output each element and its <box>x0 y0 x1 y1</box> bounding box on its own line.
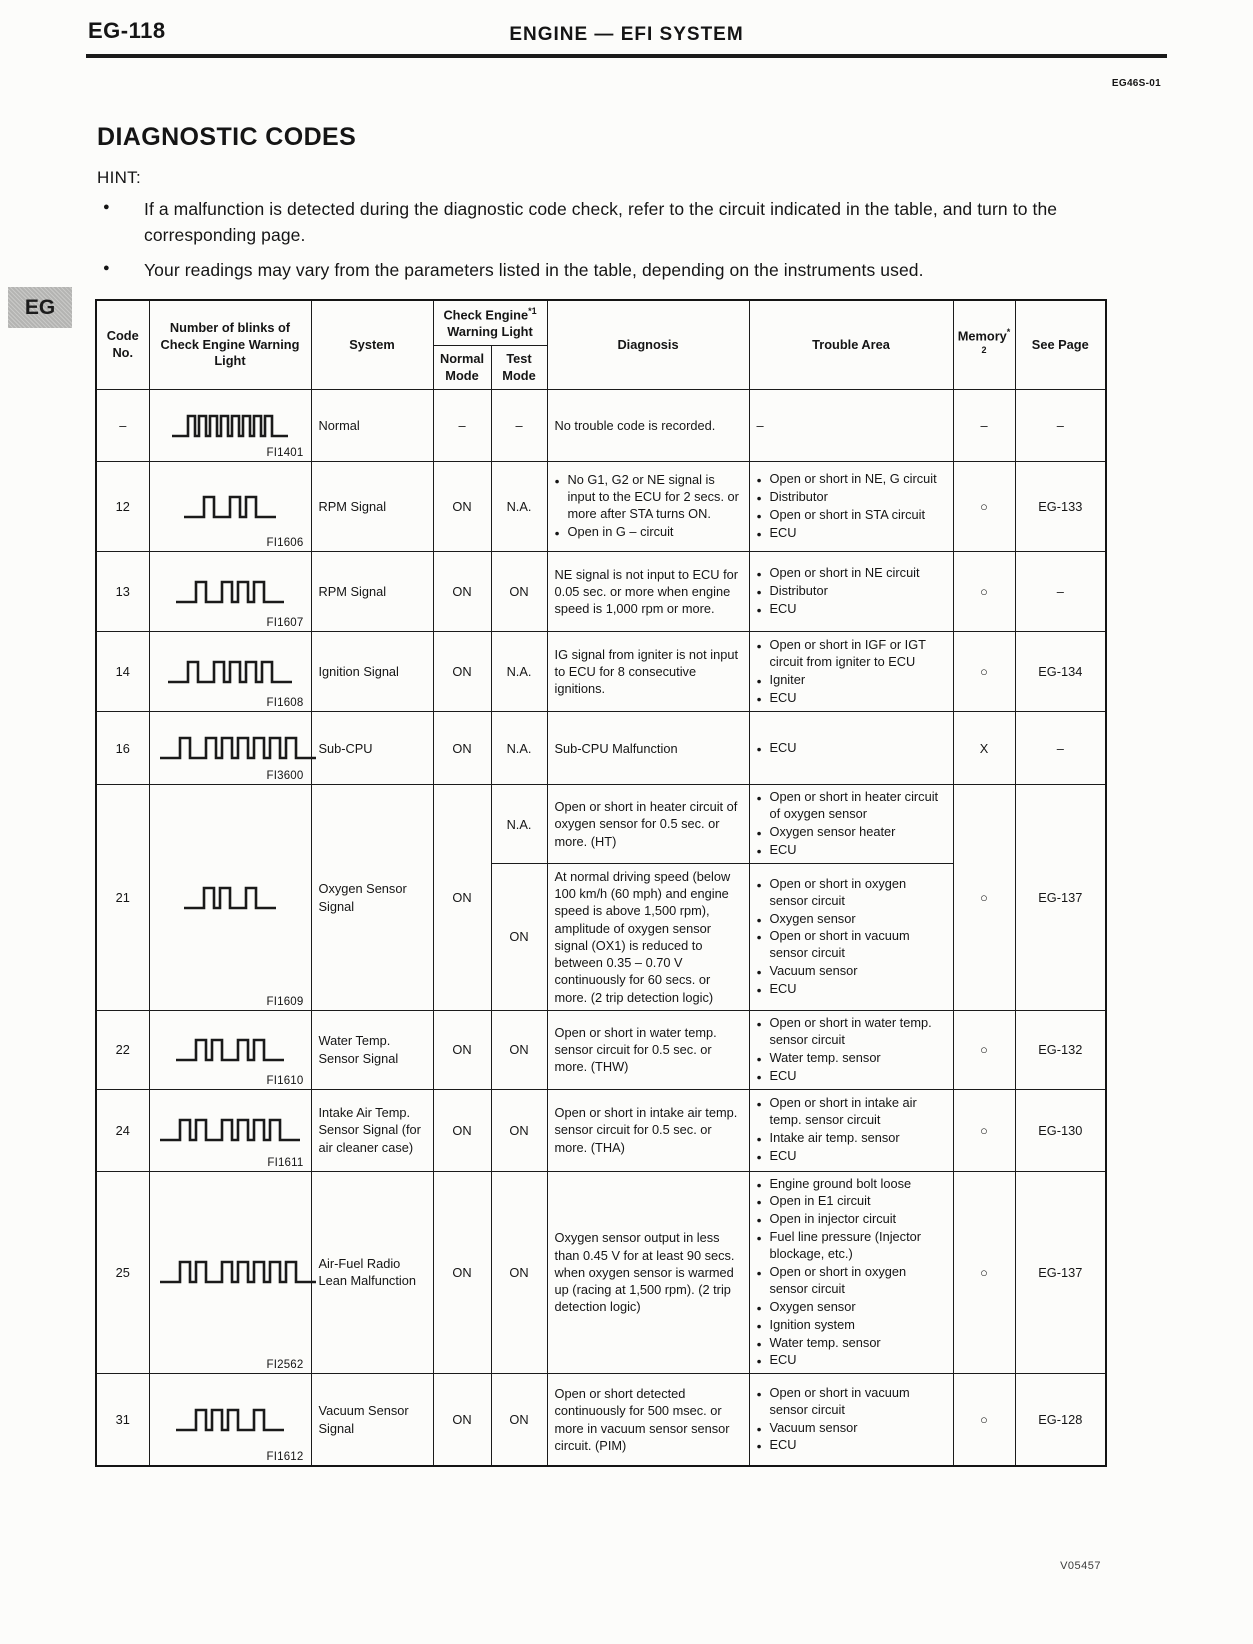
hint-text: If a malfunction is detected during the diagnostic code check, refer to the circuit indicated in the table, and turn to the corresponding page. <box>144 199 1058 246</box>
trouble-area-bullets <box>757 789 946 859</box>
table-row <box>96 1374 1106 1466</box>
code-no-cell: 12 <box>96 462 149 552</box>
code-no-cell: 21 <box>96 785 149 1011</box>
figure-id: FI1610 <box>266 1074 304 1087</box>
bullet-icon: ● <box>756 985 762 996</box>
document-code: EG46S-01 <box>1111 78 1161 89</box>
bullet-item <box>757 583 946 600</box>
bullet-icon: ● <box>103 201 110 213</box>
trouble-area-cell <box>749 632 953 712</box>
bullet-item <box>757 740 946 757</box>
bullet-item <box>757 1095 946 1129</box>
blink-waveform-icon <box>173 576 287 608</box>
diagnosis-cell: NE signal is not input to ECU for 0.05 sec. or more when engine speed is 1,000 rpm or more. <box>547 552 749 632</box>
diagnostic-codes-table-wrap <box>95 299 1253 1467</box>
diagnosis-cell: Open or short in intake air temp. sensor circuit for 0.5 sec. or more. (THA) <box>547 1089 749 1171</box>
bullet-text: Open or short in IGF or IGT circuit from igniter to ECU <box>769 636 926 669</box>
bullet-item <box>757 1264 946 1298</box>
bullet-item <box>757 1015 946 1049</box>
bullet-icon: ● <box>756 1233 762 1244</box>
bullet-icon: ● <box>756 845 762 856</box>
bullet-text: Distributor <box>769 489 828 505</box>
memory-cell: ○ <box>953 1171 1015 1374</box>
header-blinks: Number of blinks of Check Engine Warning Light <box>149 300 311 390</box>
code-no-cell: 22 <box>96 1010 149 1089</box>
figure-id: FI1608 <box>266 697 304 710</box>
diagnosis-cell: Open or short detected continuously for 500 msec. or more in vacuum sensor sensor circuit. (PIM) <box>547 1374 749 1466</box>
bullet-icon: ● <box>756 529 762 540</box>
bullet-item <box>757 1335 946 1352</box>
figure-id: FI1611 <box>267 1156 304 1169</box>
header-diagnosis: Diagnosis <box>547 300 749 390</box>
bullet-icon: ● <box>756 1267 762 1278</box>
bullet-icon: ● <box>756 914 762 925</box>
bullet-item <box>757 525 946 542</box>
system-cell: Water Temp. Sensor Signal <box>311 1010 433 1089</box>
table-row <box>96 785 1106 864</box>
bullet-item <box>757 1176 946 1193</box>
bullet-text: ECU <box>769 1437 797 1453</box>
bullet-item <box>757 1437 946 1454</box>
bullet-item <box>757 1385 946 1419</box>
bullet-icon: ● <box>756 1215 762 1226</box>
memory-cell: ○ <box>953 1010 1015 1089</box>
bullet-item <box>757 1229 946 1263</box>
normal-mode-cell: ON <box>433 1010 491 1089</box>
figure-id: FI1609 <box>266 995 304 1008</box>
bullet-item <box>757 911 946 928</box>
blink-waveform-icon <box>181 491 279 523</box>
bullet-icon: ● <box>756 1441 762 1452</box>
trouble-area-bullets <box>757 1385 946 1455</box>
bullet-item <box>757 1299 946 1316</box>
bullet-icon: ● <box>756 793 762 804</box>
bullet-text: ECU <box>769 1067 797 1083</box>
code-no-cell: 14 <box>96 632 149 712</box>
figure-id: FI3600 <box>266 770 304 783</box>
table-row <box>96 1010 1106 1089</box>
blink-pattern-cell <box>149 785 311 1011</box>
bullet-icon: ● <box>756 569 762 580</box>
bullet-icon: ● <box>756 693 762 704</box>
code-no-cell: 13 <box>96 552 149 632</box>
blink-pattern-cell <box>149 552 311 632</box>
bullet-item <box>757 824 946 841</box>
trouble-area-bullets <box>757 876 946 998</box>
bullet-text: Igniter <box>769 671 806 687</box>
bullet-text: Oxygen sensor <box>769 1298 856 1314</box>
blink-waveform-icon <box>181 882 279 914</box>
blink-waveform-icon <box>157 732 319 764</box>
trouble-area-cell <box>749 1089 953 1171</box>
diagnosis-cell <box>547 462 749 552</box>
trouble-area-cell <box>749 1010 953 1089</box>
table-row <box>96 632 1106 712</box>
trouble-area-cell: – <box>749 390 953 462</box>
bullet-item <box>757 1130 946 1147</box>
bullet-text: ECU <box>769 739 797 755</box>
header-code-no: Code No. <box>96 300 149 390</box>
blink-pattern-cell <box>149 1374 311 1466</box>
memory-cell: – <box>953 390 1015 462</box>
section-tab-label: EG <box>24 295 56 319</box>
hint-text: Your readings may vary from the parameters listed in the table, depending on the instruments used. <box>144 259 924 280</box>
bullet-text: Water temp. sensor <box>769 1049 881 1065</box>
figure-id: FI1401 <box>266 447 304 460</box>
trouble-area-cell <box>749 863 953 1010</box>
bullet-item <box>757 471 946 488</box>
bullet-item <box>757 489 946 506</box>
trouble-area-bullets <box>757 1176 946 1370</box>
bullet-text: Distributor <box>769 583 828 599</box>
test-mode-cell: N.A. <box>491 712 547 785</box>
bullet-text: Open in E1 circuit <box>769 1193 871 1209</box>
bullet-item <box>757 789 946 823</box>
memory-cell: ○ <box>953 785 1015 1011</box>
bullet-text: ECU <box>769 1352 797 1368</box>
trouble-area-cell <box>749 785 953 864</box>
header-memory <box>953 300 1015 390</box>
bullet-icon: ● <box>756 1302 762 1313</box>
test-mode-cell: N.A. <box>491 462 547 552</box>
bullet-text: Oxygen sensor <box>769 910 856 926</box>
trouble-area-bullets <box>757 1095 946 1165</box>
bullet-icon: ● <box>756 1179 762 1190</box>
system-cell: Normal <box>311 390 433 462</box>
see-page-cell: EG-137 <box>1015 785 1106 1011</box>
blink-pattern-cell <box>149 462 311 552</box>
normal-mode-cell: ON <box>433 1374 491 1466</box>
bullet-icon: ● <box>756 475 762 486</box>
bullet-icon: ● <box>756 879 762 890</box>
bullet-icon: ● <box>103 261 110 274</box>
blink-pattern-cell <box>149 1089 311 1171</box>
bullet-item <box>757 507 946 524</box>
bullet-icon: ● <box>756 1018 762 1029</box>
see-page-cell: – <box>1015 390 1106 462</box>
trouble-area-bullets <box>757 471 946 542</box>
trouble-area-cell <box>749 1374 953 1466</box>
bullet-item <box>757 601 946 618</box>
trouble-area-bullets <box>757 637 946 707</box>
trouble-area-cell <box>749 552 953 632</box>
bullet-text: Open or short in intake air temp. sensor circuit <box>769 1095 917 1128</box>
bullet-icon: ● <box>756 1338 762 1349</box>
blink-pattern-cell <box>149 390 311 462</box>
see-page-cell: EG-137 <box>1015 1171 1106 1374</box>
blink-pattern-cell <box>149 712 311 785</box>
memory-cell: ○ <box>953 462 1015 552</box>
blink-pattern-cell <box>149 1010 311 1089</box>
normal-mode-cell: ON <box>433 1171 491 1374</box>
header-see-page: See Page <box>1015 300 1106 390</box>
see-page-cell: – <box>1015 712 1106 785</box>
normal-mode-cell: ON <box>433 712 491 785</box>
bullet-text: Engine ground bolt loose <box>769 1175 912 1191</box>
normal-mode-cell: ON <box>433 462 491 552</box>
bullet-item <box>757 672 946 689</box>
diagnosis-cell: Open or short in water temp. sensor circuit for 0.5 sec. or more. (THW) <box>547 1010 749 1089</box>
bullet-icon: ● <box>756 493 762 504</box>
normal-mode-cell: ON <box>433 785 491 1011</box>
bullet-text: Open or short in NE circuit <box>769 565 920 581</box>
bullet-icon: ● <box>756 1356 762 1367</box>
bullet-icon: ● <box>756 1151 762 1162</box>
header-check-engine-label: Check Engine <box>443 307 529 322</box>
header-check-engine-group <box>433 300 547 346</box>
bullet-text: ECU <box>769 601 797 617</box>
table-header <box>96 300 1106 390</box>
bullet-item <box>757 565 946 582</box>
bullet-icon: ● <box>756 828 762 839</box>
figure-id: FI1606 <box>266 537 304 550</box>
test-mode-cell: N.A. <box>491 785 547 864</box>
hint-label: HINT: <box>97 168 141 187</box>
memory-cell: ○ <box>953 632 1015 712</box>
bullet-icon: ● <box>756 587 762 598</box>
bullet-icon: ● <box>756 511 762 522</box>
test-mode-cell: – <box>491 390 547 462</box>
normal-mode-cell: – <box>433 390 491 462</box>
header-memory-label: Memory <box>957 328 1007 344</box>
system-cell: RPM Signal <box>311 462 433 552</box>
bullet-text: Open or short in heater circuit of oxygen sensor <box>769 789 939 822</box>
blink-waveform-icon <box>173 1034 287 1066</box>
code-no-cell: 25 <box>96 1171 149 1374</box>
section-header-title: ENGINE — EFI SYSTEM <box>509 24 744 45</box>
bullet-text: Water temp. sensor <box>769 1334 881 1350</box>
figure-id: FI2562 <box>266 1359 304 1372</box>
see-page-cell: EG-128 <box>1015 1374 1106 1466</box>
diagnosis-cell: IG signal from igniter is not input to ECU for 8 consecutive ignitions. <box>547 632 749 712</box>
table-row <box>96 1171 1106 1374</box>
trouble-area-cell <box>749 712 953 785</box>
system-cell: RPM Signal <box>311 552 433 632</box>
bullet-icon: ● <box>756 743 762 754</box>
bullet-item <box>757 842 946 859</box>
bullet-text: Fuel line pressure (Injector blockage, etc.) <box>769 1229 922 1262</box>
bullet-icon: ● <box>554 528 560 539</box>
see-page-cell: EG-133 <box>1015 462 1106 552</box>
blink-pattern-cell <box>149 632 311 712</box>
trouble-area-cell <box>749 1171 953 1374</box>
bullet-text: Open in injector circuit <box>769 1211 897 1227</box>
page-title: DIAGNOSTIC CODES <box>97 123 357 151</box>
system-cell: Intake Air Temp. Sensor Signal (for air cleaner case) <box>311 1089 433 1171</box>
bullet-icon: ● <box>554 476 560 487</box>
bullet-item <box>757 876 946 910</box>
table-row <box>96 390 1106 462</box>
table-body <box>96 390 1106 1466</box>
table-row <box>96 1089 1106 1171</box>
bullet-text: Intake air temp. sensor <box>769 1130 900 1145</box>
normal-mode-cell: ON <box>433 552 491 632</box>
bullet-text: Open or short in vacuum sensor circuit <box>769 1384 910 1417</box>
system-cell: Sub-CPU <box>311 712 433 785</box>
see-page-cell: EG-130 <box>1015 1089 1106 1171</box>
footnote-marker-1: *1 <box>528 305 537 316</box>
system-cell: Air-Fuel Radio Lean Malfunction <box>311 1171 433 1374</box>
bullet-icon: ● <box>756 640 762 651</box>
diagnosis-cell: At normal driving speed (below 100 km/h (60 mph) and engine speed is above 1,500 rpm), amplitude of oxygen sensor signal (OX1) is reduced to between 0.35 – 0.70 V continuously for 60 secs. or more. (2 trip detection logic) <box>547 863 749 1010</box>
table-row <box>96 462 1106 552</box>
bullet-item <box>757 963 946 980</box>
figure-id: FI1612 <box>266 1450 304 1463</box>
bullet-item <box>555 524 742 541</box>
masthead <box>86 0 1167 58</box>
normal-mode-cell: ON <box>433 632 491 712</box>
trouble-area-bullets <box>757 740 946 757</box>
bullet-item <box>757 1050 946 1067</box>
bullet-item <box>757 1211 946 1228</box>
blink-waveform-icon <box>157 1114 303 1146</box>
hint-list <box>97 196 1107 283</box>
bullet-text: Oxygen sensor heater <box>769 824 896 840</box>
hint-item <box>97 196 1107 249</box>
memory-cell: ○ <box>953 1089 1015 1171</box>
test-mode-cell: ON <box>491 1171 547 1374</box>
bullet-text: Open or short in NE, G circuit <box>769 471 937 487</box>
bullet-icon: ● <box>756 1134 762 1144</box>
bullet-text: Ignition system <box>769 1316 855 1332</box>
code-no-cell: 16 <box>96 712 149 785</box>
see-page-cell: EG-132 <box>1015 1010 1106 1089</box>
bullet-text: Open or short in oxygen sensor circuit <box>769 875 907 908</box>
bullet-text: Open or short in oxygen sensor circuit <box>769 1263 907 1296</box>
bullet-icon: ● <box>756 675 762 686</box>
system-cell: Ignition Signal <box>311 632 433 712</box>
memory-cell: ○ <box>953 1374 1015 1466</box>
bullet-item <box>757 1148 946 1165</box>
blink-waveform-icon <box>157 1256 319 1288</box>
table-row <box>96 552 1106 632</box>
test-mode-cell: ON <box>491 552 547 632</box>
section-tab <box>8 287 72 328</box>
bullet-text: Open or short in STA circuit <box>769 507 926 523</box>
header-warning-light-label: Warning Light <box>447 323 533 339</box>
header-system: System <box>311 300 433 390</box>
header-trouble-area: Trouble Area <box>749 300 953 390</box>
normal-mode-cell: ON <box>433 1089 491 1171</box>
test-mode-cell: N.A. <box>491 632 547 712</box>
blink-pattern-cell <box>149 1171 311 1374</box>
bullet-icon: ● <box>756 1053 762 1064</box>
footnote-marker-2: *2 <box>981 327 1011 355</box>
bullet-icon: ● <box>756 967 762 978</box>
blink-waveform-icon <box>165 656 295 688</box>
bullet-icon: ● <box>756 1388 762 1399</box>
diagnosis-cell: No trouble code is recorded. <box>547 390 749 462</box>
bullet-item <box>555 472 742 523</box>
page-number: EG-118 <box>88 18 166 43</box>
memory-cell: ○ <box>953 552 1015 632</box>
bullet-item <box>757 1317 946 1334</box>
bullet-text: Vacuum sensor <box>769 963 858 979</box>
diagnosis-cell: Sub-CPU Malfunction <box>547 712 749 785</box>
bullet-text: ECU <box>769 689 797 705</box>
bullet-text: Vacuum sensor <box>769 1419 858 1435</box>
bullet-text: Open in G – circuit <box>567 524 674 540</box>
figure-id: FI1607 <box>266 617 304 630</box>
code-no-cell: – <box>96 390 149 462</box>
footer-code: V05457 <box>1060 1560 1101 1572</box>
bullet-text: ECU <box>769 841 797 857</box>
test-mode-cell: ON <box>491 863 547 1010</box>
test-mode-cell: ON <box>491 1374 547 1466</box>
diagnosis-cell: Open or short in heater circuit of oxygen sensor for 0.5 sec. or more. (HT) <box>547 785 749 864</box>
memory-cell: X <box>953 712 1015 785</box>
bullet-icon: ● <box>756 605 762 616</box>
blink-waveform-icon <box>169 410 291 442</box>
trouble-area-cell <box>749 462 953 552</box>
bullet-item <box>757 690 946 707</box>
bullet-item <box>757 1068 946 1085</box>
bullet-text: ECU <box>769 981 797 997</box>
see-page-cell: – <box>1015 552 1106 632</box>
see-page-cell: EG-134 <box>1015 632 1106 712</box>
system-cell: Vacuum Sensor Signal <box>311 1374 433 1466</box>
header-normal-mode: Normal Mode <box>433 346 491 390</box>
bullet-text: No G1, G2 or NE signal is input to the ECU for 2 secs. or more after STA turns ON. <box>567 472 739 522</box>
bullet-text: ECU <box>769 1147 797 1163</box>
bullet-icon: ● <box>756 1071 762 1082</box>
bullet-icon: ● <box>756 1099 762 1110</box>
header-test-mode: Test Mode <box>491 346 547 390</box>
trouble-area-bullets <box>757 1015 946 1085</box>
bullet-item <box>757 981 946 998</box>
bullet-item <box>757 928 946 962</box>
diagnostic-codes-table <box>95 299 1107 1467</box>
bullet-icon: ● <box>756 1320 762 1331</box>
code-no-cell: 24 <box>96 1089 149 1171</box>
table-row <box>96 712 1106 785</box>
diagnosis-cell: Oxygen sensor output in less than 0.45 V for at least 90 secs. when oxygen sensor is warmed up (racing at 1,500 rpm). (2 trip detection logic) <box>547 1171 749 1374</box>
bullet-item <box>757 1193 946 1210</box>
diagnosis-bullets <box>555 472 742 541</box>
bullet-text: ECU <box>769 525 797 541</box>
bullet-icon: ● <box>756 932 762 943</box>
bullet-icon: ● <box>756 1423 762 1434</box>
hint-item <box>97 257 1107 283</box>
blink-waveform-icon <box>173 1404 287 1436</box>
bullet-text: Open or short in water temp. sensor circuit <box>769 1014 932 1047</box>
test-mode-cell: ON <box>491 1010 547 1089</box>
bullet-item <box>757 1420 946 1437</box>
code-no-cell: 31 <box>96 1374 149 1466</box>
bullet-icon: ● <box>756 1197 762 1208</box>
trouble-area-bullets <box>757 565 946 618</box>
bullet-item <box>757 637 946 671</box>
bullet-text: Open or short in vacuum sensor circuit <box>769 928 910 961</box>
bullet-item <box>757 1352 946 1369</box>
system-cell: Oxygen Sensor Signal <box>311 785 433 1011</box>
test-mode-cell: ON <box>491 1089 547 1171</box>
